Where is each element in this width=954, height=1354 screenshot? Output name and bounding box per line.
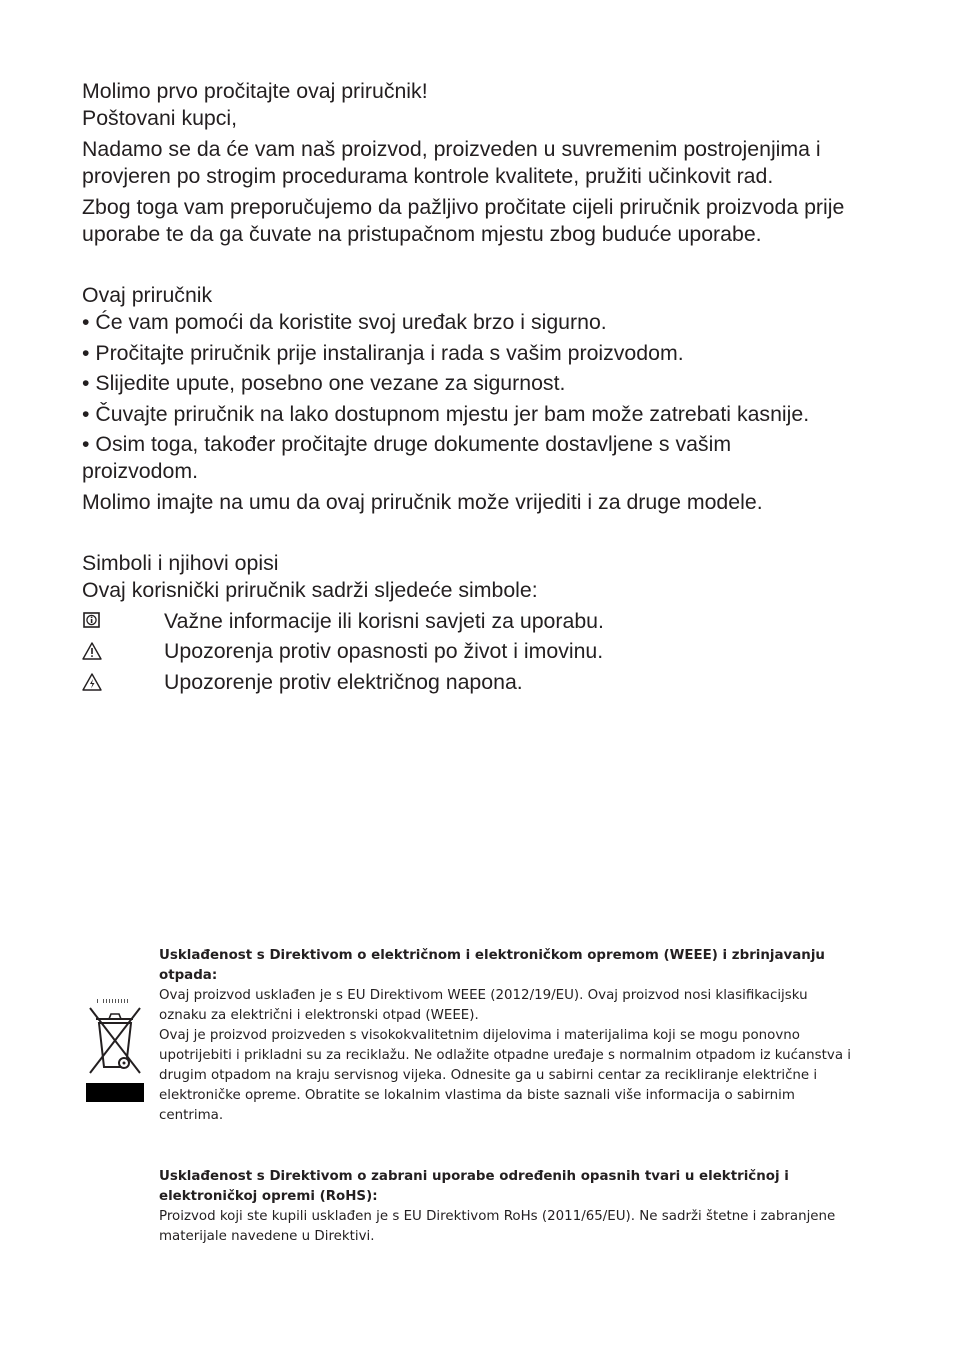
symbol-description: Važne informacije ili korisni savjeti za uporabu.	[164, 609, 604, 633]
info-icon	[82, 611, 102, 631]
intro-paragraph-1: Nadamo se da će vam naš proizvod, proizveden u suvremenim postrojenjima i provjeren po strogim procedurama kontrole kvalitete, pružiti učinkovit rad.	[82, 137, 821, 188]
weee-title: Usklađenost s Direktivom o električnom i elektroničkom opremom (WEEE) i zbrinjavanju otpada:	[159, 948, 825, 983]
symbols-intro: Ovaj korisnički priručnik sadrži sljedeće simbole:	[82, 578, 538, 602]
weee-paragraph-1: Ovaj proizvod usklađen je s EU Direktivom WEEE (2012/19/EU). Ovaj proizvod nosi klasifikacijsku oznaku za električni i elektronski otpad (WEEE).	[159, 988, 808, 1023]
greeting: Poštovani kupci,	[82, 106, 238, 130]
manual-note: Molimo imajte na umu da ovaj priručnik može vrijediti i za druge modele.	[82, 490, 763, 514]
intro-title: Molimo prvo pročitajte ovaj priručnik!	[82, 79, 428, 103]
warning-icon	[82, 641, 102, 661]
manual-bullet: • Slijedite upute, posebno one vezane za sigurnost.	[82, 371, 566, 395]
manual-bullet: • Pročitajte priručnik prije instaliranja i rada s vašim proizvodom.	[82, 341, 684, 365]
intro-paragraph-2: Zbog toga vam preporučujemo da pažljivo pročitate cijeli priručnik proizvoda prije uporabe te da ga čuvate na pristupačnom mjestu zbog buduće uporabe.	[82, 195, 845, 246]
symbol-description: Upozorenje protiv električnog napona.	[164, 670, 523, 694]
symbols-heading: Simboli i njihovi opisi	[82, 551, 279, 575]
manual-bullet: • Osim toga, također pročitajte druge dokumente dostavljene s vašim proizvodom.	[82, 432, 732, 483]
rohs-title: Usklađenost s Direktivom o zabrani uporabe određenih opasnih tvari u električnoj i elektroničkoj opremi (RoHS):	[159, 1169, 789, 1204]
rohs-paragraph: Proizvod koji ste kupili usklađen je s EU Direktivom RoHs (2011/65/EU). Ne sadrži štetne i zabranjene materijale navedene u Direktivi.	[159, 1209, 836, 1244]
manual-bullet: • Će vam pomoći da koristite svoj uređak brzo i sigurno.	[82, 310, 607, 334]
manual-bullet: • Čuvajte priručnik na lako dostupnom mjestu jer bam može zatrebati kasnije.	[82, 402, 810, 426]
electric-warning-icon	[82, 672, 102, 692]
symbol-description: Upozorenja protiv opasnosti po život i imovinu.	[164, 639, 604, 663]
weee-paragraph-2: Ovaj je proizvod proizveden s visokokvalitetnim dijelovima i materijalima koji se mogu ponovno upotrijebiti i prikladni su za reciklažu. Ne odlažite otpadne uređaje s normalnim otpadom iz kućanstva i drugim otpadom na kraju servisnog vijeka. Odnesite ga u sabirni centar za recikliranje električne i elektroničke opreme. Obratite se lokalnim vlastima da biste saznali više informacija o sabirnim centrima.	[159, 1028, 851, 1123]
manual-heading: Ovaj priručnik	[82, 283, 213, 307]
weee-crossed-bin-icon	[85, 997, 145, 1103]
